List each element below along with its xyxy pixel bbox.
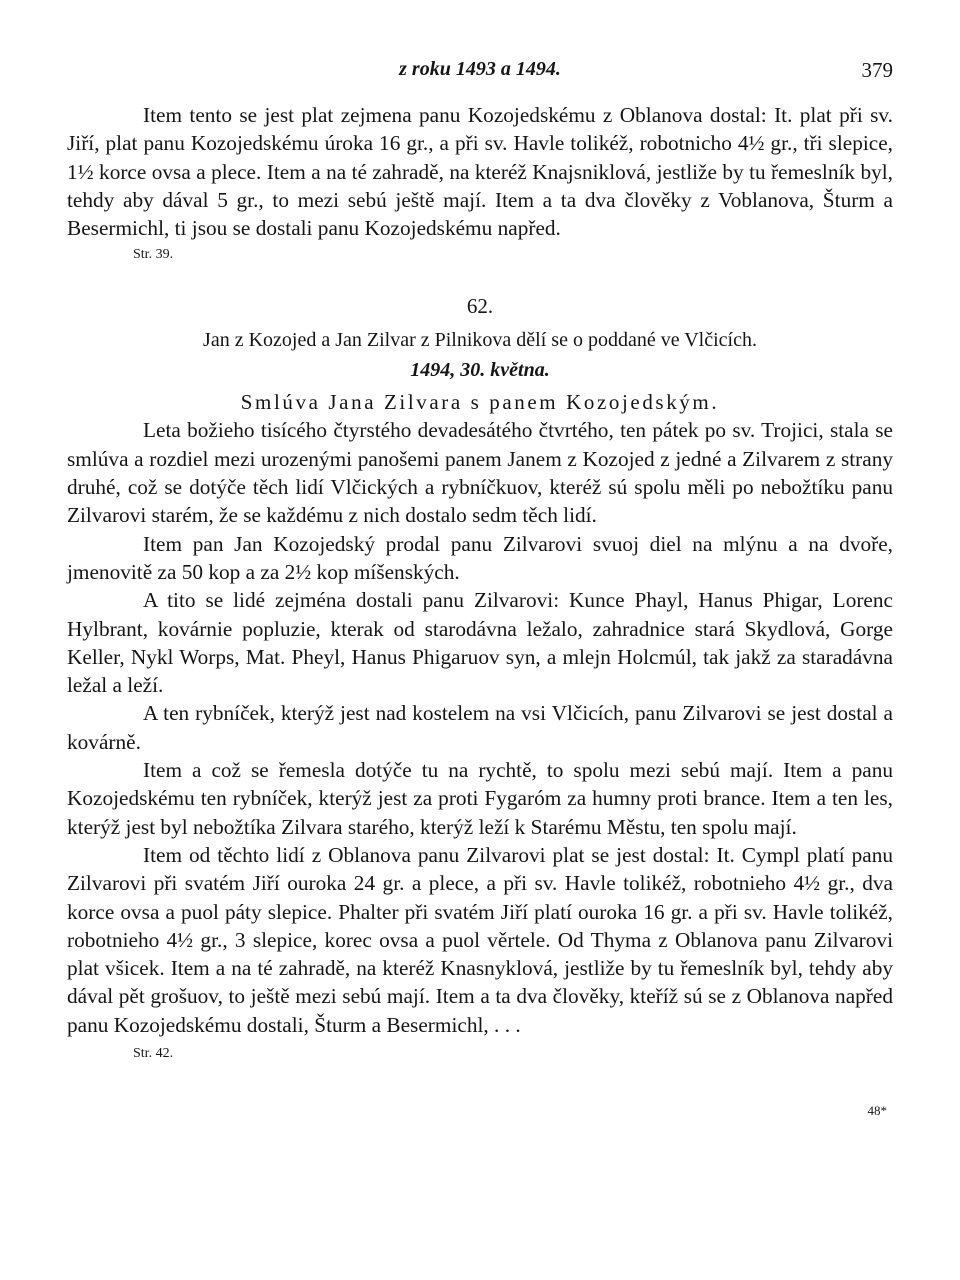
end-source-reference: Str. 42.: [133, 1046, 174, 1062]
document-paragraph: Item od těchto lidí z Oblanova panu Zilvarovi plat se jest dostal: It. Cympl platí panu Zilvarovi při svatém Jiří ouroka 24 gr. a plece, a při sv. Havle tolikéž, robotnieho 4½ gr., dva korce ovsa a puol páty slepice. Phalter při svatém Jiří platí ouroka 16 gr. a při sv. Havle tolikéž, robotnieho 4½ gr., 3 slepice, korec ovsa a puol věrtele. Od Thyma z Oblanova panu Zilvarovi plat všicek. Item a na té zahradě, na kteréž Knasnyklová, jestliže by tu řemeslník byl, tehdy aby dával pět grošuov, to ještě mezi sebú mají. Item a ta dva člověky, kteříž sú se z Oblanova napřed panu Kozojedskému dostali, Šturm a Besermichl, . . .: [67, 842, 893, 1037]
document-paragraph: Item a což se řemesla dotýče tu na rychtě, to spolu mezi sebú mají. Item a panu Kozojedskému ten rybníček, kterýž jest za proti Fygaróm za humny proti brance. Item a ten les, kterýž jest byl nebožtíka Zilvara starého, kterýž leží k Starému Městu, ten spolu mají.: [67, 758, 893, 839]
page-header: [67, 58, 893, 90]
document-regest: Jan z Kozojed a Jan Zilvar z Pilnikova dělí se o poddané ve Vlčicích.: [203, 329, 757, 352]
book-page: [67, 58, 893, 1119]
printer-signature-mark: 48*: [867, 1103, 887, 1119]
continued-paragraph: Item tento se jest plat zejmena panu Kozojedskému z Oblanova dostal: It. plat při sv. Jiří, plat panu Kozojedskému úroka 16 gr., a při sv. Havle tolikéž, robotnicho 4½ gr., tři slepice, 1½ korce ovsa a plece. Item a na té zahradě, na kteréž Knajsniklová, jestliže by tu řemeslník byl, tehdy aby dával 5 gr., to mezi sebú ještě mají. Item a ta dva člověky z Voblanova, Šturm a Besermichl, ti jsou se dostali panu Kozojedskému napřed.: [67, 103, 893, 241]
document-paragraph: A ten rybníček, kterýž jest nad kostelem na vsi Vlčicích, panu Zilvarovi se jest dostal a kovárně.: [67, 701, 893, 754]
document-paragraph: Item pan Jan Kozojedský prodal panu Zilvarovi svuoj diel na mlýnu a na dvoře, jmenovitě za 50 kop a za 2½ kop míšenských.: [67, 531, 893, 584]
running-title: z roku 1493 a 1494.: [399, 58, 561, 80]
page-body: [67, 101, 893, 1119]
document-heading: Smlúva Jana Zilvara s panem Kozojedským.: [240, 390, 720, 415]
document-paragraph: Leta božieho tisícého čtyrstého devadesátého čtvrtého, ten pátek po sv. Trojici, stala se smlúva a rozdiel mezi urozenými panošemi panem Janem z Kozojed z jedné a Zilvarem z strany druhé, což se dotýče těch lidí Vlčických a rybníčkuov, kteréž sú spolu měli po nebožtíku panu Zilvarovi starém, že se každému z nich dostalo sedm těch lidí.: [67, 418, 893, 528]
document-date: 1494, 30. května.: [410, 359, 550, 382]
document-paragraph: A tito se lidé zejména dostali panu Zilvarovi: Kunce Phayl, Hanus Phigar, Lorenc Hylbrant, kovárnie popluzie, kterak od starodávna ležalo, zahradnice stará Skydlová, Gorge Keller, Nykl Worps, Mat. Pheyl, Hanus Phigaruov syn, a mlejn Holcmúl, tak jakž za staradávna ležal a leží.: [67, 588, 893, 698]
page-number: 379: [861, 58, 893, 82]
document-number: 62.: [466, 294, 494, 319]
source-reference: Str. 39.: [133, 247, 174, 263]
